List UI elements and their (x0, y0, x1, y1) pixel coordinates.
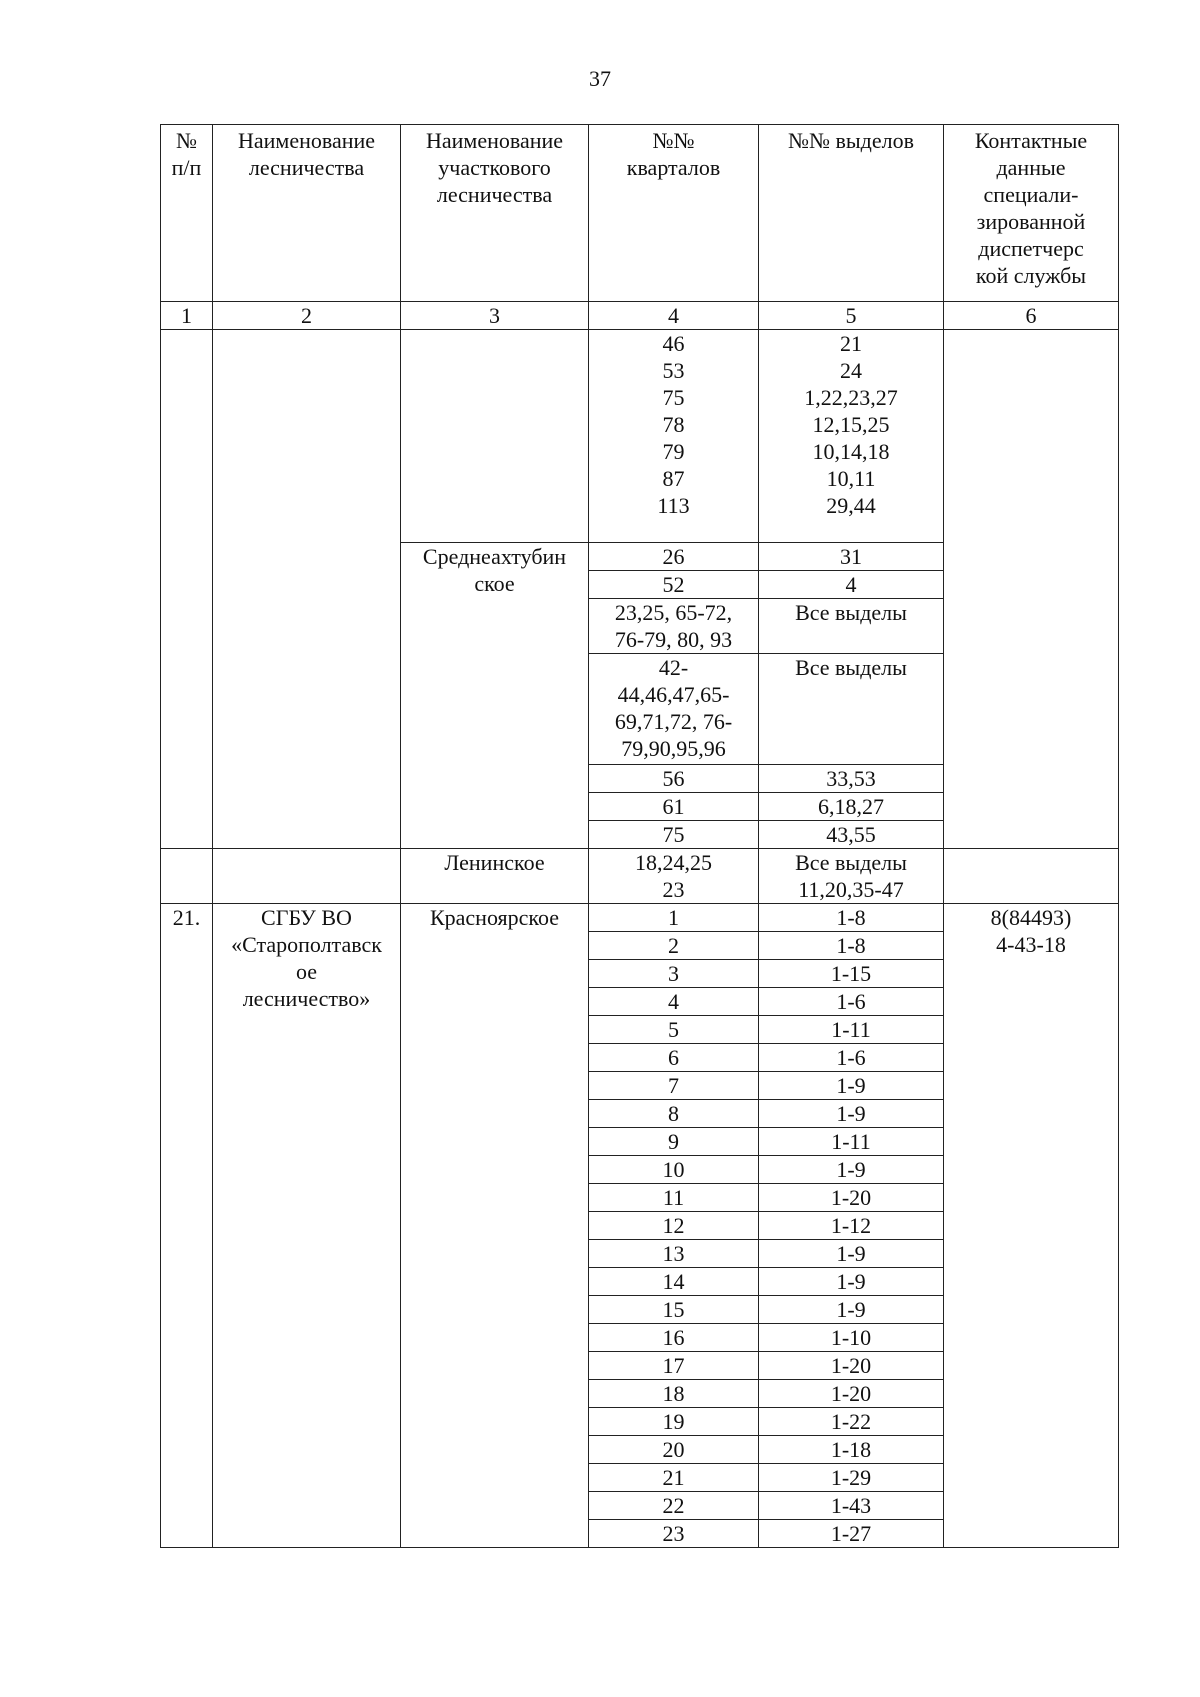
sections-cell: 6,18,27 (759, 793, 944, 821)
empty-cell (161, 849, 213, 904)
quarters-cell: 16 (589, 1324, 759, 1352)
quarters-cell: 22 (589, 1492, 759, 1520)
sections-cell: 1-9 (759, 1156, 944, 1184)
header-sections: №№ выделов (759, 125, 944, 302)
quarters-cell: 11 (589, 1184, 759, 1212)
sections-cell: 1-29 (759, 1464, 944, 1492)
sections-cell: 1-9 (759, 1296, 944, 1324)
sections-cell: 1-11 (759, 1016, 944, 1044)
quarters-cell: 56 (589, 765, 759, 793)
sections-cell: 1-43 (759, 1492, 944, 1520)
column-number: 5 (759, 302, 944, 330)
table-row (161, 330, 1119, 543)
sections-cell: 43,55 (759, 821, 944, 849)
sections-cell: 4 (759, 571, 944, 599)
sections-cell: 1-27 (759, 1520, 944, 1548)
empty-cell (213, 330, 401, 849)
quarters-cell: 18 (589, 1380, 759, 1408)
contact-phone: 8(84493) 4-43-18 (944, 904, 1119, 1548)
sections-cell: 1-8 (759, 904, 944, 932)
quarters-cell: 20 (589, 1436, 759, 1464)
empty-cell (944, 330, 1119, 849)
quarters-cell: 7 (589, 1072, 759, 1100)
district-name: Красноярское (401, 904, 589, 1548)
sections-cell: 1-6 (759, 1044, 944, 1072)
quarters-cell: 14 (589, 1268, 759, 1296)
sections-cell: Все выделы (759, 654, 944, 765)
quarters-cell: 21 (589, 1464, 759, 1492)
column-number: 2 (213, 302, 401, 330)
sections-cell: 1-9 (759, 1240, 944, 1268)
header-district: Наименование участкового лесничества (401, 125, 589, 302)
quarters-cell: 42- 44,46,47,65- 69,71,72, 76- 79,90,95,96 (589, 654, 759, 765)
quarters-cell: 19 (589, 1408, 759, 1436)
quarters-cell: 4 (589, 988, 759, 1016)
sections-cell: 1-10 (759, 1324, 944, 1352)
empty-cell (944, 849, 1119, 904)
empty-cell (161, 330, 213, 849)
sections-cell: 1-8 (759, 932, 944, 960)
sections-cell: Все выделы (759, 599, 944, 654)
district-name: Ленинское (401, 849, 589, 904)
sections-cell: 1-9 (759, 1072, 944, 1100)
quarters-cell: 8 (589, 1100, 759, 1128)
quarters-cell: 6 (589, 1044, 759, 1072)
header-contacts: Контактные данные специали- зированной диспетчерс кой службы (944, 125, 1119, 302)
quarters-cell: 15 (589, 1296, 759, 1324)
quarters-cell: 46 53 75 78 79 87 113 (589, 330, 759, 543)
sections-cell: 1-20 (759, 1184, 944, 1212)
empty-cell (401, 330, 589, 543)
column-number: 6 (944, 302, 1119, 330)
header-num: № п/п (161, 125, 213, 302)
sections-cell: 1-20 (759, 1352, 944, 1380)
quarters-cell: 10 (589, 1156, 759, 1184)
sections-cell: 1-22 (759, 1408, 944, 1436)
quarters-cell: 23,25, 65-72, 76-79, 80, 93 (589, 599, 759, 654)
page-number: 37 (589, 66, 611, 91)
quarters-cell: 2 (589, 932, 759, 960)
sections-cell: 1-6 (759, 988, 944, 1016)
empty-cell (213, 849, 401, 904)
quarters-cell: 26 (589, 543, 759, 571)
quarters-cell: 5 (589, 1016, 759, 1044)
sections-cell: 1-12 (759, 1212, 944, 1240)
column-number: 1 (161, 302, 213, 330)
sections-cell: Все выделы 11,20,35-47 (759, 849, 944, 904)
sections-cell: 1-9 (759, 1100, 944, 1128)
quarters-cell: 75 (589, 821, 759, 849)
table-header-row (161, 125, 1119, 302)
entry-21 (161, 904, 1119, 1548)
sections-cell: 1-15 (759, 960, 944, 988)
quarters-cell: 9 (589, 1128, 759, 1156)
district-name: Среднеахтубин ское (401, 543, 589, 849)
column-number: 4 (589, 302, 759, 330)
quarters-cell: 61 (589, 793, 759, 821)
quarters-cell: 1 (589, 904, 759, 932)
quarters-cell: 13 (589, 1240, 759, 1268)
sections-cell: 1-18 (759, 1436, 944, 1464)
sections-cell: 21 24 1,22,23,27 12,15,25 10,14,18 10,11 29,44 (759, 330, 944, 543)
quarters-cell: 52 (589, 571, 759, 599)
table-row (161, 849, 1119, 904)
column-number: 3 (401, 302, 589, 330)
quarters-cell: 17 (589, 1352, 759, 1380)
quarters-cell: 3 (589, 960, 759, 988)
sections-cell: 1-9 (759, 1268, 944, 1296)
sections-cell: 1-11 (759, 1128, 944, 1156)
sections-cell: 1-20 (759, 1380, 944, 1408)
sections-cell: 31 (759, 543, 944, 571)
entry-number: 21. (161, 904, 213, 1548)
forestry-table (160, 124, 1119, 1548)
forestry-name: СГБУ ВО «Старополтавск ое лесничество» (213, 904, 401, 1548)
column-numbers-row (161, 302, 1119, 330)
header-forestry: Наименование лесничества (213, 125, 401, 302)
quarters-cell: 12 (589, 1212, 759, 1240)
table-row (161, 904, 1119, 932)
sections-cell: 33,53 (759, 765, 944, 793)
quarters-cell: 23 (589, 1520, 759, 1548)
quarters-cell: 18,24,25 23 (589, 849, 759, 904)
header-quarters: №№ кварталов (589, 125, 759, 302)
